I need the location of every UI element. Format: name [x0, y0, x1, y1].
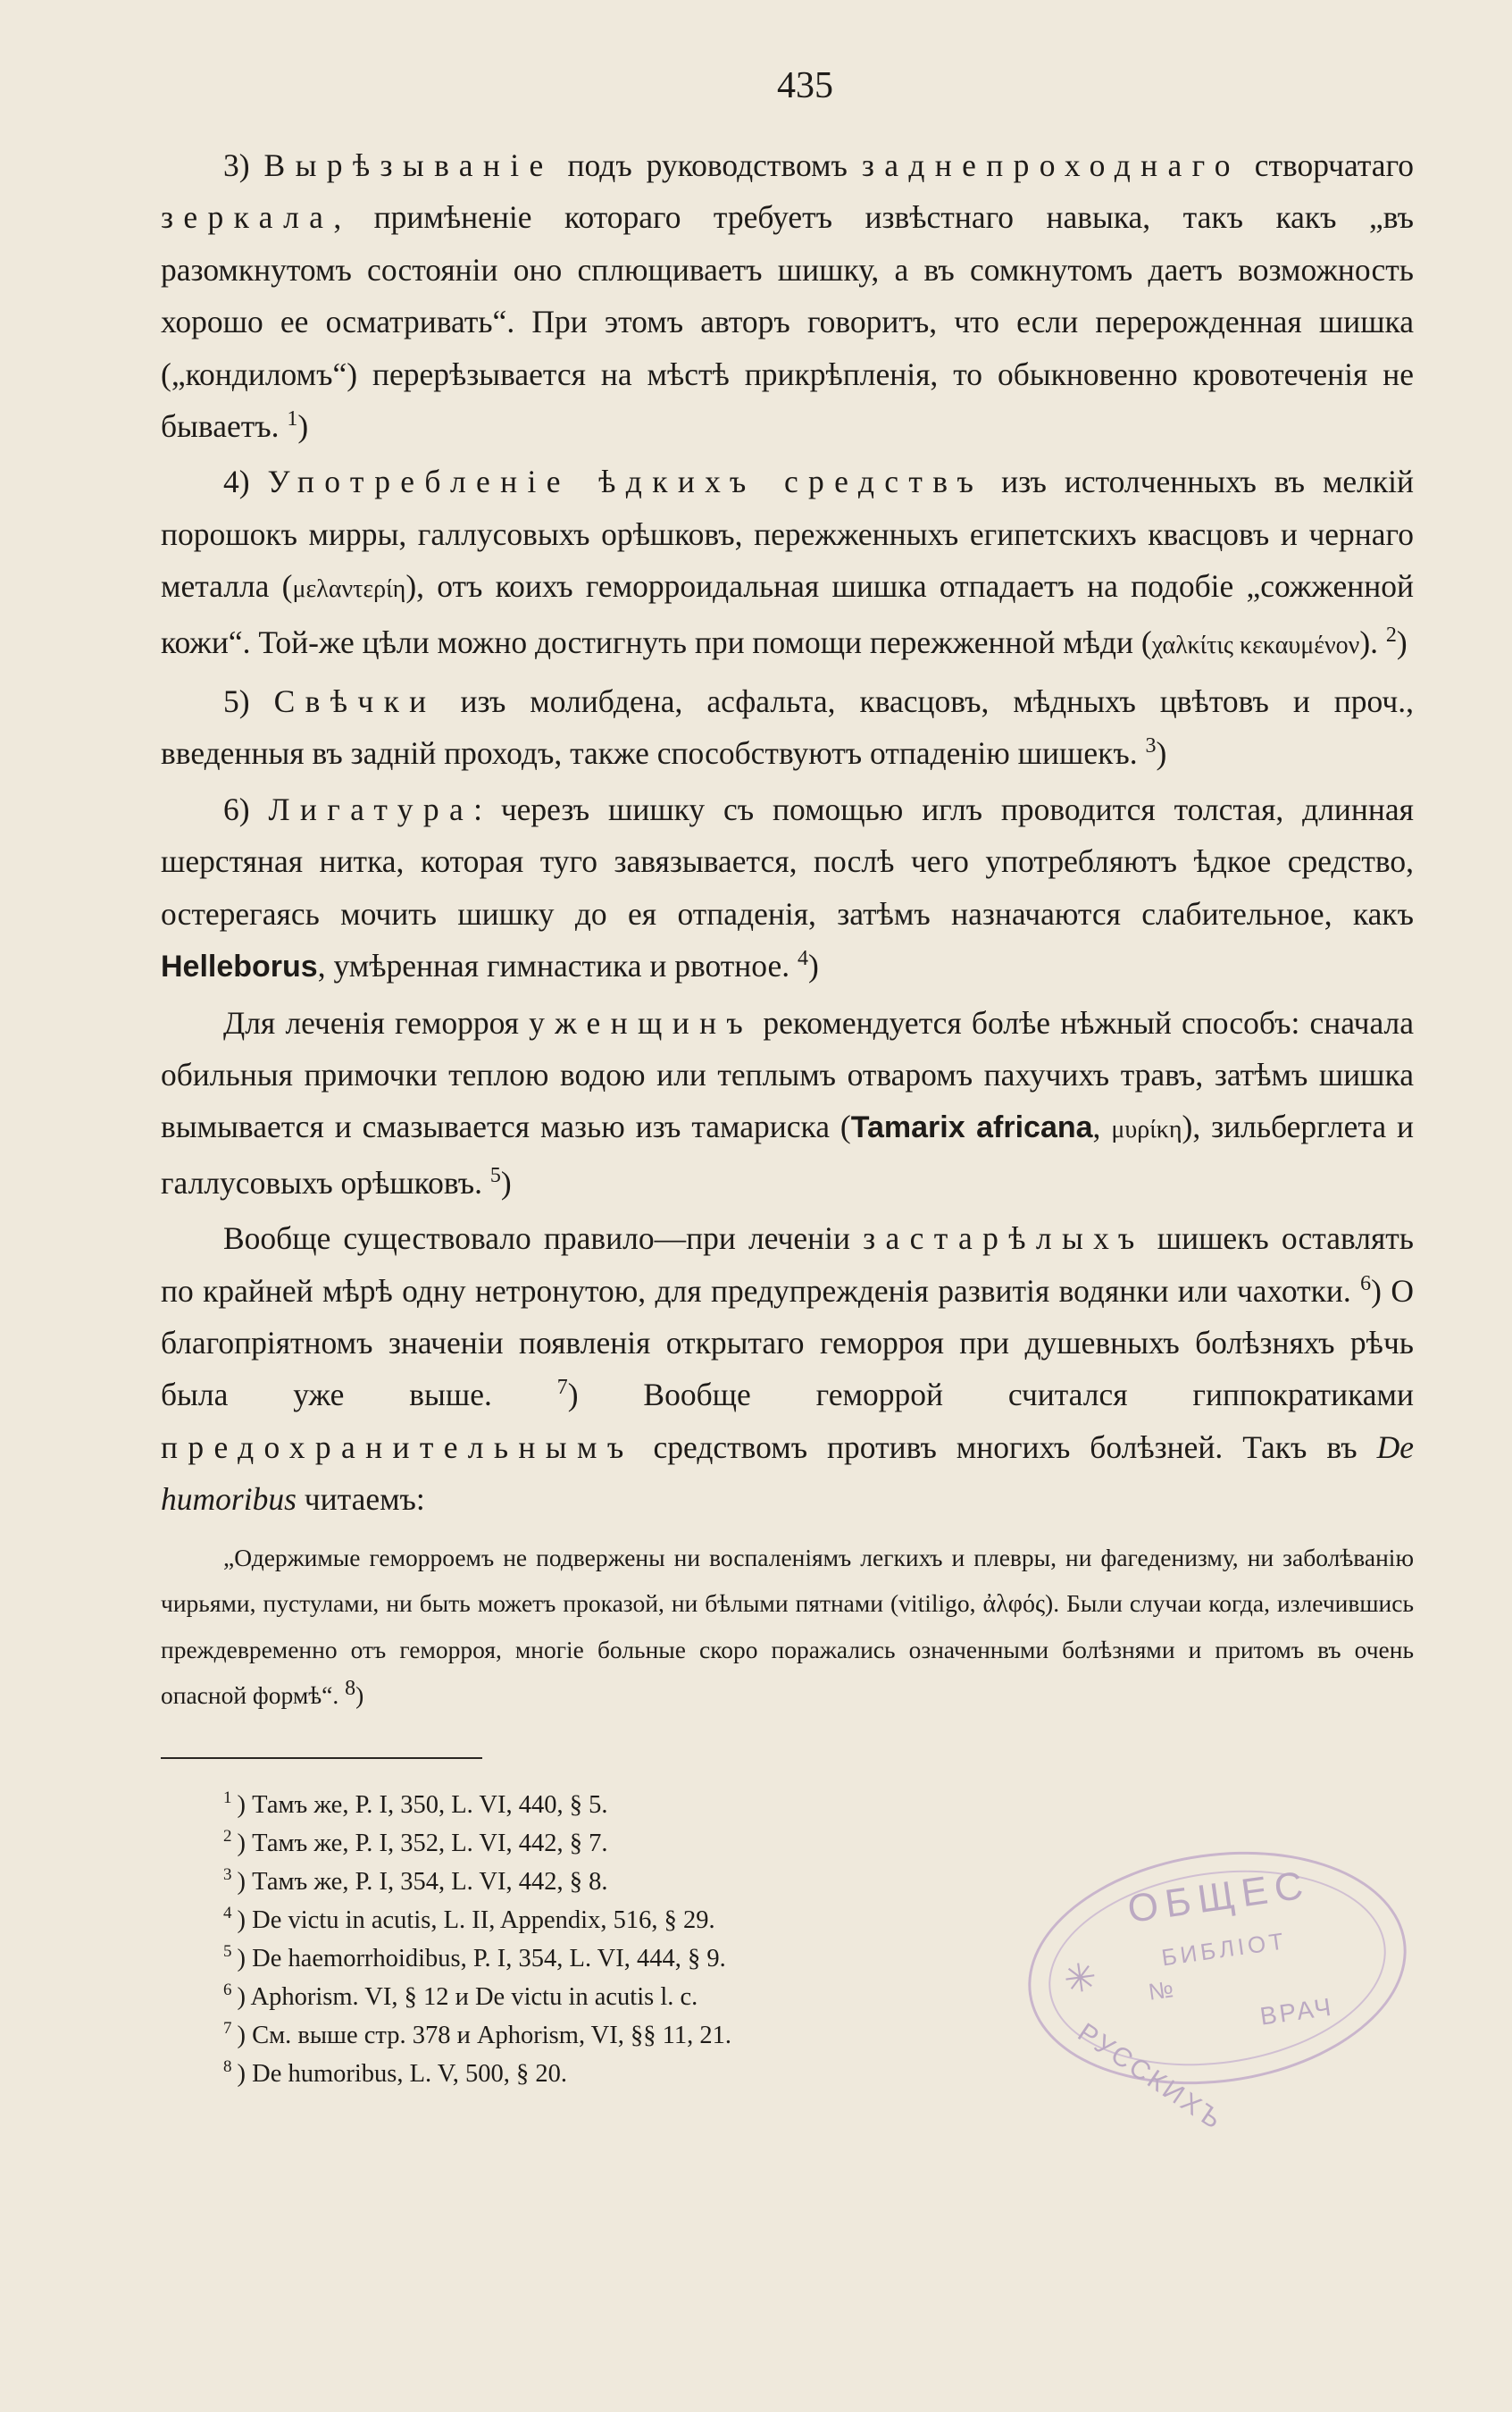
footnote-text: ) Тамъ же, P. I, 354, L. VI, 442, § 8. [237, 1867, 608, 1896]
footnote-text: ) Тамъ же, P. I, 350, L. VI, 440, § 5. [237, 1790, 608, 1819]
page-number: 435 [777, 65, 833, 106]
footnote-text: ) Aphorism. VI, § 12 и De victu in acutis l. c. [237, 1982, 698, 2011]
text: ) [1156, 735, 1167, 772]
footnote-ref[interactable]: 2 [1385, 623, 1397, 647]
footnote-ref[interactable]: 6 [1360, 1271, 1372, 1295]
text: подъ руководствомъ [553, 147, 862, 183]
text: ). Были случаи когда, излечившись преждевременно отъ геморроя, многіе больные скоро поражались означенными болѣзнями и притомъ въ очень опасной формѣ“. [161, 1588, 1414, 1709]
footnote [223, 1786, 1414, 1824]
text: ) [500, 1164, 512, 1201]
footnote-ref[interactable]: 4 [797, 947, 808, 971]
text: , примѣненіе котораго требуетъ извѣстнаго навыка, такъ какъ „въ разомкнутомъ состояніи оно сплющиваетъ шишку, а въ сомкнутомъ даетъ возможность хорошо ее осматривать“. При этомъ авторъ говоритъ, что если перерожденная шишка („кондиломъ“) перерѣзывается на мѣстѣ прикрѣпленія, то обыкновенно кровотеченія не бываетъ. [161, 199, 1414, 445]
footnote-mark: 1 [223, 1788, 232, 1808]
text: рекомендуется болѣе нѣжный способъ: сначала обильныя примочки теплою водою или теплымъ отваромъ пахучихъ травъ, затѣмъ шишка вымывается и смазывается мазью изъ тамариска ( [161, 1004, 1414, 1145]
spaced-term: застарѣлыхъ [863, 1220, 1145, 1257]
text: шишекъ оставлять по крайней мѣрѣ одну нетронутою, для предупрежденія развитія водянки или чахотки. [161, 1220, 1414, 1309]
text: ) [1396, 624, 1408, 660]
text: ) [297, 408, 309, 445]
spaced-term: Свѣчки [273, 683, 437, 720]
greek-term: χαλκίτις κεκαυμένον [1151, 631, 1360, 659]
footnote-text: ) Тамъ же, P. I, 352, L. VI, 442, § 7. [237, 1829, 608, 1857]
spaced-term: Вырѣзываніе [263, 147, 554, 183]
text: изъ молибдена, асфальта, квасцовъ, мѣдныхъ цвѣтовъ и проч., введенныя въ задній проходъ, также способствуютъ отпаденію шишекъ. [161, 683, 1414, 772]
text: , умѣренная гимнастика и рвотное. [317, 948, 790, 984]
item-number: 4) [223, 464, 268, 500]
stamp-line-4: РУССКИХЪ [1072, 2017, 1229, 2137]
latin-term: Helleborus [161, 950, 318, 984]
footnote-divider [161, 1757, 482, 1759]
paragraph-7 [161, 997, 1414, 1210]
footnote-mark: 4 [223, 1904, 232, 1923]
text: ) О благопріятномъ значеніи появленія открытаго геморроя при душевныхъ болѣзняхъ рѣчь была уже выше. [161, 1272, 1414, 1413]
star-icon: ✳ [1060, 1955, 1100, 2003]
footnote-text: ) De humoribus, L. V, 500, § 20. [237, 2059, 567, 2088]
greek-term: μυρίκη [1111, 1116, 1182, 1144]
text: , [1092, 1109, 1112, 1145]
item-number: 5) [223, 683, 274, 720]
text: изъ истолченныхъ въ мелкій порошокъ мирры, галлусовыхъ орѣшковъ, пережженныхъ египетскихъ квасцовъ и чернаго металла ( [161, 464, 1414, 605]
greek-term: ἀλφός [982, 1589, 1046, 1618]
text: ) [807, 948, 819, 984]
text: Вообще существовало правило—при леченіи [223, 1220, 864, 1257]
text: средствомъ противъ многихъ болѣзней. Такъ въ [633, 1428, 1377, 1465]
spaced-term: предохранительнымъ [161, 1428, 634, 1465]
stamp-line-1: ОБЩЕС [1124, 1862, 1313, 1932]
spaced-term: Употребленіе ѣдкихъ средствъ [267, 464, 984, 500]
footnote-text: ) De victu in acutis, L. II, Appendix, 516, § 29. [237, 1905, 715, 1934]
footnote-ref[interactable]: 1 [287, 407, 298, 431]
paragraph-6 [161, 783, 1414, 993]
footnote-ref[interactable]: 8 [345, 1676, 356, 1700]
spaced-term: Лигатура [268, 791, 474, 827]
stamp-line-2: БИБЛІОТ [1159, 1927, 1289, 1972]
footnote-mark: 6 [223, 1981, 232, 2000]
stamp-line-5: ВРАЧ [1257, 1992, 1336, 2031]
footnote-ref[interactable]: 3 [1145, 734, 1157, 758]
footnote-mark: 8 [223, 2057, 232, 2077]
spaced-term: зеркала [161, 199, 334, 236]
footnote-text: ) De haemorrhoidibus, P. I, 354, L. VI, 444, § 9. [237, 1944, 726, 1972]
text: ) [355, 1680, 364, 1709]
paragraph-4 [161, 456, 1414, 672]
text: „Одержимые геморроемъ не подвержены ни воспаленіямъ легкихъ и плевры, ни фагеденизму, ни заболѣванію чирьями, пустулами, ни быть можетъ проказой, ни бѣлыми пятнами (vitiligo, [161, 1543, 1414, 1617]
text: : черезъ шишку съ помощью иглъ проводится толстая, длинная шерстяная нитка, которая туго завязывается, послѣ чего употребляютъ ѣдкое средство, остерегаясь мочить шишку до ея отпаденія, затѣмъ назначаются слабительное, какъ [161, 791, 1414, 932]
paragraph-8 [161, 1212, 1414, 1525]
footnote-mark: 2 [223, 1827, 232, 1847]
stamp-line-3: № [1146, 1975, 1175, 2006]
text: створчатаго [1240, 147, 1414, 183]
text: читаемъ: [296, 1481, 425, 1518]
footnote-mark: 5 [223, 1942, 232, 1962]
text: ), зильберглета и галлусовыхъ орѣшковъ. [161, 1109, 1415, 1201]
text: Для леченія геморроя у [223, 1004, 556, 1041]
text: ) Вообще геморрой считался гиппократиками [567, 1377, 1414, 1413]
text: ), отъ коихъ геморроидальная шишка отпадаетъ на подобіе „сожженной кожи“. Той-же цѣли можно достигнуть при помощи пережженной мѣди ( [161, 568, 1414, 660]
italic-title: De humoribus [161, 1428, 1414, 1518]
footnote-text: ) См. выше стр. 378 и Aphorism, VI, §§ 11, 21. [237, 2021, 731, 2049]
text: ). [1359, 624, 1379, 660]
spaced-term: женщинъ [555, 1004, 754, 1041]
footnote-mark: 7 [223, 2019, 232, 2039]
latin-term: Tamarix africana [850, 1110, 1093, 1145]
spaced-term: заднепроходнаго [861, 147, 1241, 183]
paragraph-3 [161, 139, 1414, 452]
item-number: 3) [223, 147, 264, 183]
paragraph-5 [161, 675, 1414, 780]
item-number: 6) [223, 791, 269, 827]
footnote-ref[interactable]: 5 [489, 1163, 501, 1187]
quotation [161, 1535, 1414, 1718]
greek-term: μελαντερίη [292, 575, 406, 604]
footnote-ref[interactable]: 7 [556, 1376, 568, 1400]
footnote-mark: 3 [223, 1865, 232, 1885]
